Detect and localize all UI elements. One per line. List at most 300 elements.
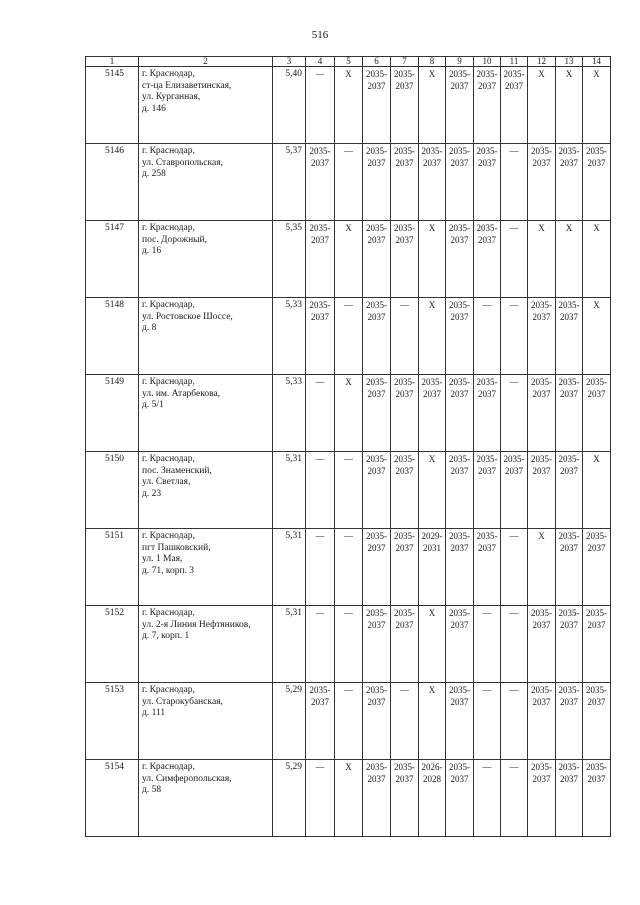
column-header: 1: [86, 57, 139, 67]
period-cell: [446, 144, 474, 221]
address-cell: [139, 375, 273, 452]
period-cell: [335, 760, 363, 837]
cell-line: X: [593, 300, 600, 310]
cell-line: 2035-: [586, 531, 607, 541]
row-number: 5153: [86, 683, 139, 760]
period-cell: [556, 760, 583, 837]
cell-line: 2037: [587, 773, 606, 784]
cell-line: —: [482, 608, 492, 618]
cell-line: —: [509, 300, 519, 310]
period-cell: [583, 683, 611, 760]
cell-line: ул. 2-я Линия Нефтяников,: [142, 619, 251, 630]
cell-line: 2037: [367, 234, 386, 245]
cell-line: 2037: [395, 773, 414, 784]
period-cell: [306, 452, 335, 529]
period-cell: [583, 298, 611, 375]
period-cell: [363, 67, 391, 144]
cell-line: 2035-: [366, 300, 387, 310]
column-header: 2: [139, 57, 273, 67]
column-header: 7: [391, 57, 419, 67]
cell-line: —: [400, 685, 409, 695]
cell-line: 2035-: [531, 608, 552, 618]
cell-line: 2037: [311, 234, 329, 245]
period-cell: [335, 683, 363, 760]
period-cell: [363, 298, 391, 375]
period-cell: [501, 221, 528, 298]
cell-line: ул. Ростовское Шоссе,: [142, 311, 233, 322]
cell-line: 2037: [395, 542, 414, 553]
cell-line: ул. Курганная,: [142, 92, 201, 102]
period-cell: [583, 67, 611, 144]
cell-line: 2035-: [531, 454, 552, 464]
value-cell: 5,40: [273, 67, 306, 144]
period-cell: [446, 760, 474, 837]
row-number: 5151: [86, 529, 139, 606]
cell-line: X: [345, 377, 352, 387]
period-cell: [446, 452, 474, 529]
table-body: [86, 67, 611, 837]
cell-line: 2035-: [394, 608, 415, 618]
cell-line: X: [565, 69, 573, 79]
period-cell: [419, 375, 446, 452]
period-cell: [528, 221, 556, 298]
period-cell: [583, 144, 611, 221]
header-row: [86, 57, 611, 67]
cell-line: 2035-: [421, 377, 443, 387]
cell-line: 2037: [587, 157, 606, 168]
cell-line: 2035-: [476, 146, 498, 156]
cell-line: 2037: [395, 80, 414, 91]
cell-line: —: [344, 146, 353, 156]
cell-line: д. 5/1: [142, 400, 164, 410]
period-cell: [474, 221, 501, 298]
cell-line: X: [538, 223, 545, 233]
cell-line: 2035-: [503, 69, 525, 79]
cell-line: г. Краснодар,: [142, 69, 195, 79]
cell-line: 2035-: [558, 531, 580, 541]
period-cell: [474, 529, 501, 606]
cell-line: 2037: [532, 619, 551, 630]
cell-line: X: [428, 300, 436, 310]
cell-line: —: [509, 685, 519, 695]
cell-line: пос. Дорожный,: [142, 234, 208, 245]
cell-line: 2035-: [558, 146, 580, 156]
cell-line: ул. им. Атарбекова,: [142, 388, 221, 399]
period-cell: [306, 221, 335, 298]
cell-line: 2037: [395, 388, 414, 399]
column-header: 12: [528, 57, 556, 67]
cell-line: пос. Знаменский,: [142, 465, 212, 476]
table-row: [86, 452, 611, 529]
cell-line: 2035-: [309, 300, 331, 310]
period-cell: [335, 298, 363, 375]
cell-line: 2037: [311, 696, 329, 707]
cell-line: X: [345, 69, 352, 79]
period-cell: [556, 606, 583, 683]
period-cell: [474, 144, 501, 221]
cell-line: 2037: [450, 234, 469, 245]
period-cell: [583, 606, 611, 683]
cell-line: 2037: [560, 465, 578, 476]
cell-line: г. Краснодар,: [142, 531, 195, 541]
column-header: 11: [501, 57, 528, 67]
value-cell: 5,33: [273, 298, 306, 375]
period-cell: [335, 529, 363, 606]
period-cell: [335, 375, 363, 452]
cell-line: —: [509, 377, 519, 387]
row-number: 5145: [86, 67, 139, 144]
cell-line: 2037: [478, 80, 496, 91]
cell-line: 2035-: [476, 377, 498, 387]
period-cell: [583, 375, 611, 452]
cell-line: 2035-: [558, 762, 580, 772]
period-cell: [335, 221, 363, 298]
table-row: [86, 221, 611, 298]
cell-line: 2035-: [558, 377, 580, 387]
period-cell: [446, 375, 474, 452]
table-row: [86, 375, 611, 452]
cell-line: 2035-: [366, 762, 387, 772]
period-cell: [501, 375, 528, 452]
cell-line: 2035-: [309, 685, 331, 695]
cell-line: 2037: [560, 619, 578, 630]
cell-line: 2035-: [531, 685, 552, 695]
value-cell: 5,31: [273, 452, 306, 529]
period-cell: [556, 452, 583, 529]
cell-line: X: [345, 762, 352, 772]
period-cell: [391, 683, 419, 760]
period-cell: [556, 375, 583, 452]
cell-line: 2035-: [366, 69, 387, 79]
cell-line: 2037: [367, 465, 386, 476]
cell-line: —: [315, 454, 325, 464]
cell-line: 2035-: [394, 762, 415, 772]
period-cell: [528, 760, 556, 837]
cell-line: 2035-: [309, 223, 331, 233]
value-cell: 5,31: [273, 529, 306, 606]
cell-line: 2035-: [586, 608, 607, 618]
cell-line: X: [593, 223, 600, 233]
cell-line: 2037: [560, 542, 578, 553]
cell-line: 2028: [423, 773, 441, 784]
period-cell: [335, 452, 363, 529]
period-cell: [501, 67, 528, 144]
column-header: 13: [556, 57, 583, 67]
cell-line: X: [428, 685, 436, 695]
cell-line: —: [315, 531, 325, 541]
period-cell: [419, 298, 446, 375]
period-cell: [528, 375, 556, 452]
period-cell: [391, 144, 419, 221]
period-cell: [391, 67, 419, 144]
cell-line: 2035-: [531, 762, 552, 772]
period-cell: [335, 67, 363, 144]
period-cell: [474, 298, 501, 375]
cell-line: —: [315, 377, 325, 387]
period-cell: [528, 144, 556, 221]
cell-line: —: [315, 608, 325, 618]
period-cell: [474, 683, 501, 760]
period-cell: [583, 760, 611, 837]
address-cell: [139, 529, 273, 606]
cell-line: 2037: [367, 696, 386, 707]
period-cell: [583, 529, 611, 606]
cell-line: 2037: [587, 542, 606, 553]
column-header: 5: [335, 57, 363, 67]
cell-line: 2037: [395, 619, 414, 630]
cell-line: 2037: [395, 465, 414, 476]
cell-line: 2037: [395, 157, 414, 168]
row-number: 5154: [86, 760, 139, 837]
cell-line: 2037: [450, 311, 469, 322]
table-row: [86, 144, 611, 221]
cell-line: 2035-: [366, 223, 387, 233]
address-cell: [139, 683, 273, 760]
cell-line: 2037: [478, 388, 496, 399]
period-cell: [501, 606, 528, 683]
period-cell: [391, 606, 419, 683]
period-cell: [363, 452, 391, 529]
cell-line: 2037: [367, 773, 386, 784]
cell-line: 2037: [450, 619, 469, 630]
table-row: [86, 298, 611, 375]
register-table: [85, 56, 611, 837]
period-cell: [391, 529, 419, 606]
cell-line: 2035-: [394, 146, 415, 156]
cell-line: ст-ца Елизаветинская,: [142, 80, 232, 91]
cell-line: ул. Ставропольская,: [142, 157, 223, 168]
cell-line: 2037: [478, 157, 496, 168]
period-cell: [446, 529, 474, 606]
cell-line: 2037: [560, 696, 578, 707]
address-cell: [139, 452, 273, 529]
cell-line: 2037: [367, 619, 386, 630]
cell-line: д. 58: [142, 785, 162, 795]
period-cell: [419, 144, 446, 221]
value-cell: 5,31: [273, 606, 306, 683]
cell-line: г. Краснодар,: [142, 223, 195, 233]
cell-line: 2035-: [449, 762, 470, 772]
value-cell: 5,29: [273, 760, 306, 837]
cell-line: 2035-: [531, 146, 552, 156]
cell-line: —: [509, 146, 519, 156]
period-cell: [446, 606, 474, 683]
period-cell: [391, 760, 419, 837]
cell-line: —: [400, 300, 409, 310]
period-cell: [528, 298, 556, 375]
cell-line: 2035-: [558, 608, 580, 618]
period-cell: [306, 375, 335, 452]
column-header: 3: [273, 57, 306, 67]
cell-line: 2035-: [586, 762, 607, 772]
cell-line: 2035-: [366, 608, 387, 618]
cell-line: 2035-: [366, 531, 387, 541]
period-cell: [501, 529, 528, 606]
period-cell: [528, 606, 556, 683]
cell-line: 2037: [367, 542, 386, 553]
cell-line: 2035-: [476, 223, 498, 233]
period-cell: [419, 529, 446, 606]
row-number: 5152: [86, 606, 139, 683]
cell-line: ул. Симферопольская,: [142, 773, 232, 784]
row-number: 5150: [86, 452, 139, 529]
period-cell: [583, 221, 611, 298]
period-cell: [556, 683, 583, 760]
row-number: 5146: [86, 144, 139, 221]
period-cell: [335, 144, 363, 221]
cell-line: X: [593, 454, 600, 464]
cell-line: X: [428, 223, 436, 233]
row-number: 5149: [86, 375, 139, 452]
cell-line: 2037: [367, 80, 386, 91]
period-cell: [501, 144, 528, 221]
row-number: 5148: [86, 298, 139, 375]
period-cell: [306, 529, 335, 606]
cell-line: 2035-: [366, 146, 387, 156]
cell-line: д. 23: [142, 488, 162, 499]
cell-line: 2035-: [449, 146, 470, 156]
cell-line: г. Краснодар,: [142, 762, 195, 772]
period-cell: [419, 760, 446, 837]
period-cell: [419, 452, 446, 529]
cell-line: 2035-: [394, 377, 415, 387]
cell-line: X: [345, 223, 352, 233]
cell-line: 2035-: [449, 608, 470, 618]
cell-line: 2035-: [421, 146, 443, 156]
cell-line: г. Краснодар,: [142, 377, 195, 387]
period-cell: [528, 452, 556, 529]
value-cell: 5,33: [273, 375, 306, 452]
cell-line: 2035-: [449, 531, 470, 541]
cell-line: 2037: [450, 388, 469, 399]
cell-line: г. Краснодар,: [142, 146, 195, 156]
cell-line: 2037: [532, 157, 551, 168]
cell-line: г. Краснодар,: [142, 685, 195, 695]
column-header: 6: [363, 57, 391, 67]
cell-line: 2035-: [476, 454, 498, 464]
cell-line: 2037: [450, 696, 469, 707]
address-cell: [139, 67, 273, 144]
period-cell: [306, 298, 335, 375]
cell-line: д. 7, корп. 1: [142, 631, 190, 641]
cell-line: 2037: [367, 311, 386, 322]
cell-line: д. 8: [142, 323, 157, 333]
period-cell: [391, 298, 419, 375]
cell-line: X: [593, 69, 600, 79]
cell-line: 2035-: [449, 685, 470, 695]
cell-line: —: [344, 454, 353, 464]
cell-line: —: [482, 300, 492, 310]
period-cell: [474, 606, 501, 683]
cell-line: X: [565, 223, 573, 233]
column-header: 10: [474, 57, 501, 67]
period-cell: [501, 452, 528, 529]
cell-line: 2035-: [449, 377, 470, 387]
cell-line: г. Краснодар,: [142, 454, 195, 464]
period-cell: [306, 683, 335, 760]
table-row: [86, 606, 611, 683]
period-cell: [363, 375, 391, 452]
cell-line: 2037: [367, 388, 386, 399]
cell-line: пгт Пашковский,: [142, 542, 211, 553]
cell-line: г. Краснодар,: [142, 608, 195, 618]
address-cell: [139, 760, 273, 837]
cell-line: X: [428, 608, 436, 618]
period-cell: [474, 375, 501, 452]
cell-line: 2037: [478, 465, 496, 476]
period-cell: [363, 760, 391, 837]
period-cell: [363, 221, 391, 298]
period-cell: [446, 221, 474, 298]
cell-line: 2037: [505, 465, 523, 476]
period-cell: [419, 67, 446, 144]
table-row: [86, 67, 611, 144]
cell-line: 2035-: [449, 300, 470, 310]
cell-line: —: [344, 685, 353, 695]
cell-line: 2037: [560, 388, 578, 399]
cell-line: —: [344, 531, 353, 541]
cell-line: 2035-: [531, 300, 552, 310]
cell-line: ул. 1 Мая,: [142, 554, 183, 564]
period-cell: [556, 144, 583, 221]
period-cell: [446, 683, 474, 760]
cell-line: 2037: [532, 388, 551, 399]
cell-line: 2035-: [449, 454, 470, 464]
period-cell: [363, 606, 391, 683]
cell-line: 2037: [423, 157, 441, 168]
period-cell: [306, 760, 335, 837]
cell-line: д. 258: [142, 169, 166, 179]
address-cell: [139, 144, 273, 221]
period-cell: [556, 298, 583, 375]
period-cell: [419, 221, 446, 298]
period-cell: [501, 298, 528, 375]
address-cell: [139, 606, 273, 683]
cell-line: 2037: [478, 234, 496, 245]
cell-line: 2037: [450, 773, 469, 784]
period-cell: [474, 67, 501, 144]
cell-line: 2035-: [586, 377, 607, 387]
column-header: 8: [419, 57, 446, 67]
cell-line: 2035-: [309, 146, 331, 156]
cell-line: г. Краснодар,: [142, 300, 195, 310]
cell-line: —: [509, 762, 519, 772]
cell-line: 2026-: [421, 762, 443, 772]
cell-line: 2037: [587, 619, 606, 630]
cell-line: X: [428, 454, 436, 464]
period-cell: [391, 221, 419, 298]
column-header: 14: [583, 57, 611, 67]
cell-line: 2035-: [558, 300, 580, 310]
table-row: [86, 760, 611, 837]
cell-line: ул. Светлая,: [142, 477, 191, 487]
cell-line: ул. Старокубанская,: [142, 696, 223, 707]
cell-line: 2037: [450, 465, 469, 476]
cell-line: 2035-: [476, 69, 498, 79]
cell-line: X: [538, 69, 545, 79]
cell-line: —: [509, 608, 519, 618]
cell-line: 2035-: [394, 531, 415, 541]
table-row: [86, 529, 611, 606]
cell-line: —: [315, 762, 325, 772]
cell-line: 2037: [532, 311, 551, 322]
period-cell: [391, 375, 419, 452]
value-cell: 5,37: [273, 144, 306, 221]
value-cell: 5,35: [273, 221, 306, 298]
cell-line: 2037: [450, 80, 469, 91]
period-cell: [446, 298, 474, 375]
cell-line: 2035-: [449, 223, 470, 233]
